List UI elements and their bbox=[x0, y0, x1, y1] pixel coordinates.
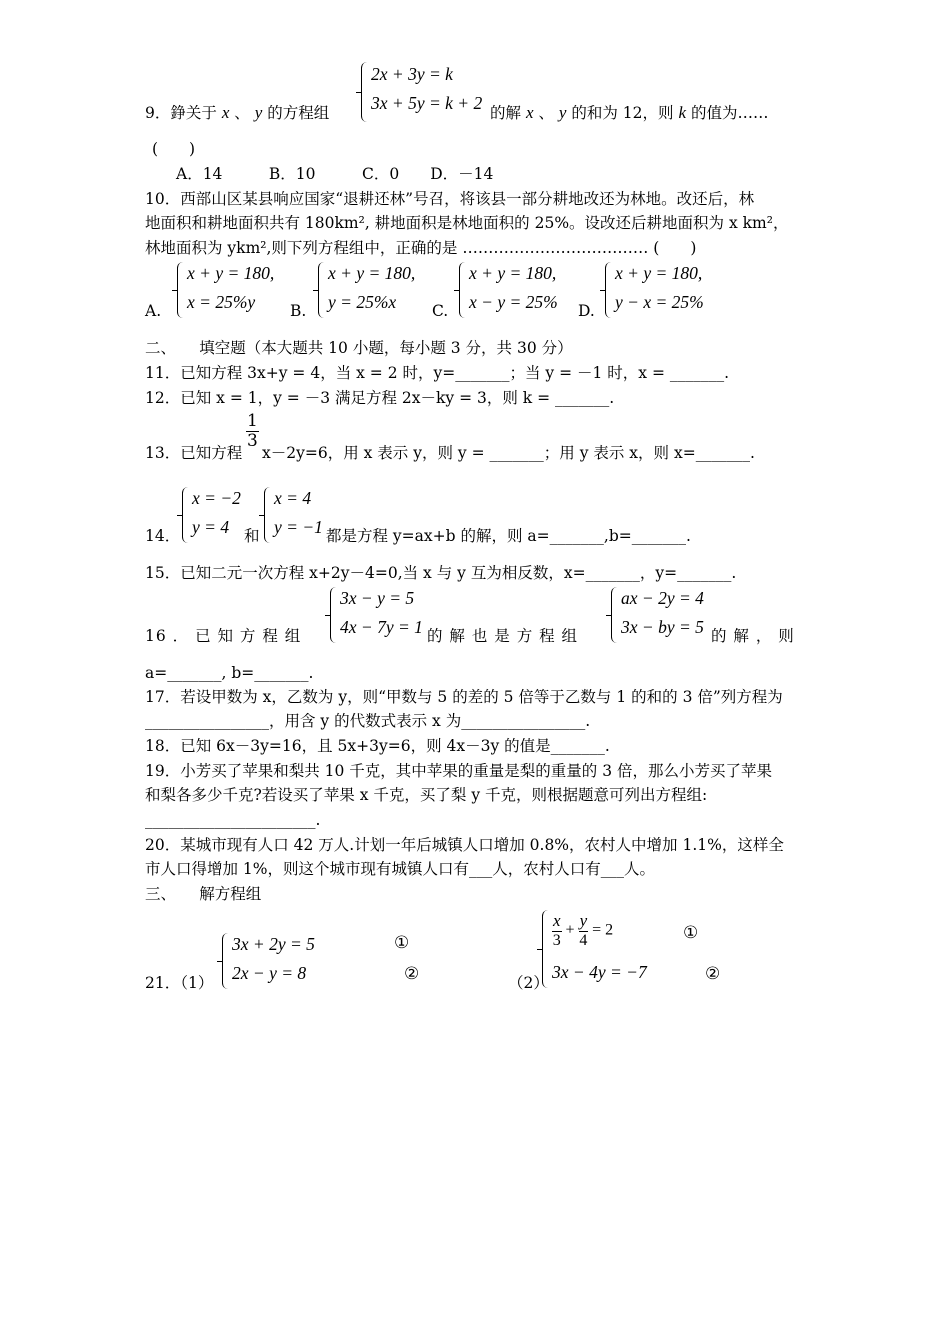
q10-option-a bbox=[177, 262, 287, 318]
q21-e2b: 3x − 4y = −7 bbox=[552, 962, 647, 982]
section-3-heading: 三、 解方程组 bbox=[145, 885, 262, 903]
fraction bbox=[579, 912, 589, 949]
brace bbox=[542, 910, 551, 988]
q10-option-c bbox=[459, 262, 574, 318]
q21-e1a: 3x + 2y = 5 bbox=[232, 934, 315, 954]
q16-system-1 bbox=[330, 587, 425, 643]
q9-k: k bbox=[678, 103, 687, 122]
q10-option-b bbox=[318, 262, 428, 318]
q10-c2: x − y = 25% bbox=[469, 292, 558, 312]
q10-d1: x + y = 180, bbox=[615, 263, 703, 283]
q10-d2: y − x = 25% bbox=[615, 292, 704, 312]
brace bbox=[182, 487, 191, 543]
q21-system-1 bbox=[222, 933, 332, 989]
section-2-heading: 二、 填空题（本大题共 10 小题，每小题 3 分，共 30 分） bbox=[145, 339, 573, 357]
q16-line2: a=_______, b=_______. bbox=[145, 664, 314, 682]
q14-s1b: y = 4 bbox=[192, 517, 230, 537]
brace bbox=[264, 487, 273, 543]
q21-fy: y bbox=[579, 911, 588, 930]
q13-rest: x－2y=6，用 x 表示 y，则 y = _______；用 y 表示 x，则 x=_______. bbox=[262, 444, 755, 462]
q16-system-2 bbox=[611, 587, 711, 643]
brace bbox=[459, 262, 468, 318]
brace bbox=[318, 262, 327, 318]
q21-circle-4: ② bbox=[705, 964, 721, 984]
q9-options: A．14 B．10 C．0 D．－14 bbox=[176, 165, 494, 183]
q16-s1a: 3x − y = 5 bbox=[340, 588, 415, 608]
q10-a1: x + y = 180, bbox=[187, 263, 275, 283]
q10-option-a-label: A. bbox=[145, 302, 162, 320]
fraction bbox=[246, 412, 259, 450]
q9-system bbox=[361, 62, 496, 122]
q21-plus: + bbox=[565, 921, 575, 939]
q9-y2: y bbox=[558, 103, 567, 122]
q14-s1a: x = −2 bbox=[192, 488, 241, 508]
q14-s2b: y = −1 bbox=[274, 517, 323, 537]
q18: 18．已知 6x－3y=16，且 5x+3y=6，则 4x－3y 的值是_______. bbox=[145, 737, 610, 755]
q10-option-c-label: C. bbox=[432, 302, 449, 320]
q9-y: y bbox=[254, 103, 263, 122]
q19-line2: 和梨各多少千克?若设买了苹果 x 千克，买了梨 y 千克，则根据题意可列出方程组: bbox=[145, 786, 708, 804]
q10-line2: 地面积和耕地面积共有 180km², 耕地面积是林地面积的 25%。设改还后耕地面积为 x km²， bbox=[145, 214, 789, 232]
q10-option-d bbox=[605, 262, 720, 318]
q21-f3: 3 bbox=[552, 931, 561, 949]
q11: 11．已知方程 3x+y = 4，当 x = 2 时，y=_______；当 y = －1 时，x = _______. bbox=[145, 364, 730, 382]
q14-and: 和 bbox=[244, 527, 260, 545]
q16-s2b: 3x − by = 5 bbox=[621, 617, 704, 637]
q13-numerator: 1 bbox=[247, 411, 258, 431]
q10-a2: x = 25%y bbox=[187, 292, 256, 312]
q9-prefix: 9．錚关于 bbox=[145, 104, 217, 122]
q9-mid: 的方程组 bbox=[267, 104, 330, 122]
q10-c1: x + y = 180, bbox=[469, 263, 557, 283]
q13-fraction bbox=[246, 412, 260, 460]
q9-tail: 的值为…… bbox=[690, 104, 769, 122]
q10-line3: 林地面积为 ykm²,则下列方程组中，正确的是 ……………………………… ( ) bbox=[145, 239, 697, 257]
q9-sep: 、 bbox=[234, 104, 250, 122]
q10-option-d-label: D. bbox=[578, 302, 595, 320]
q16-tail: 的 解 ， 则 bbox=[711, 627, 795, 645]
q9-line-end bbox=[490, 103, 768, 123]
q10-option-b-label: B. bbox=[290, 302, 307, 320]
q9-x: x bbox=[221, 103, 230, 122]
q14-s2a: x = 4 bbox=[274, 488, 312, 508]
q9-sep2: 、 bbox=[538, 104, 554, 122]
q17-line1: 17．若设甲数为 x，乙数为 y，则“甲数与 5 的差的 5 倍等于乙数与 1 的和的 3 倍”列方程为 bbox=[145, 688, 783, 706]
q12: 12．已知 x = 1，y = －3 满足方程 2x－ky = 3，则 k = _______. bbox=[145, 389, 615, 407]
q9-x2: x bbox=[525, 103, 534, 122]
q21-circle-2: ② bbox=[404, 964, 420, 984]
q16-s2a: ax − 2y = 4 bbox=[621, 588, 704, 608]
q10-line1: 10．西部山区某县响应国家“退耕还林”号召，将该县一部分耕地改还为林地。改还后，林 bbox=[145, 190, 755, 208]
q17-line2: ________________，用含 y 的代数式表示 x 为________________. bbox=[145, 712, 591, 730]
q21-fx: x bbox=[553, 911, 561, 930]
q14-prefix: 14． bbox=[145, 527, 181, 545]
q9-eq2: 3x + 5y = k + 2 bbox=[371, 93, 483, 113]
q10-b1: x + y = 180, bbox=[328, 263, 416, 283]
q21-eq2val: = 2 bbox=[592, 921, 614, 939]
q20-line1: 20．某城市现有人口 42 万人.计划一年后城镇人口增加 0.8%，农村人中增加 1.1%，这样全 bbox=[145, 836, 784, 854]
fraction bbox=[552, 912, 562, 949]
q21-label-2: （2） bbox=[508, 974, 549, 992]
q16-mid: 的 解 也 是 方 程 组 bbox=[427, 627, 579, 645]
q9-sum: 的和为 12，则 bbox=[571, 104, 674, 122]
q14-system-1 bbox=[182, 487, 244, 543]
q21-label-1: 21．（1） bbox=[145, 974, 214, 992]
q21-circle-1: ① bbox=[394, 933, 410, 953]
q20-line2: 市人口得增加 1%，则这个城市现有城镇人口有___人，农村人口有___人。 bbox=[145, 860, 656, 878]
q19-line1: 19．小芳买了苹果和梨共 10 千克，其中苹果的重量是梨的重量的 3 倍，那么小芳买了苹果 bbox=[145, 762, 773, 780]
q16-prefix: 16 ． 已 知 方 程 组 bbox=[145, 627, 302, 645]
q16-s1b: 4x − 7y = 1 bbox=[340, 617, 423, 637]
q14-system-2 bbox=[264, 487, 326, 543]
q9-line bbox=[145, 103, 329, 123]
brace bbox=[611, 587, 620, 643]
q21-e2a bbox=[552, 912, 613, 949]
q14-rest: 都是方程 y=ax+b 的解，则 a=_______,b=_______. bbox=[326, 527, 691, 545]
q15: 15．已知二元一次方程 x+2y－4=0,当 x 与 y 互为相反数，x=_______，y=_______. bbox=[145, 564, 737, 582]
q21-system-2 bbox=[542, 910, 672, 988]
q13-denominator: 3 bbox=[247, 430, 258, 451]
q19-line3: ______________________. bbox=[145, 811, 321, 829]
q9-paren: ( ) bbox=[152, 140, 196, 158]
brace bbox=[330, 587, 339, 643]
q13-prefix: 13．已知方程 bbox=[145, 444, 243, 462]
brace bbox=[222, 933, 231, 989]
brace bbox=[605, 262, 614, 318]
brace bbox=[361, 62, 370, 122]
q9-eq1: 2x + 3y = k bbox=[371, 64, 453, 84]
q9-after: 的解 bbox=[490, 104, 522, 122]
brace bbox=[177, 262, 186, 318]
q10-b2: y = 25%x bbox=[328, 292, 397, 312]
q21-circle-3: ① bbox=[683, 923, 699, 943]
q21-f4: 4 bbox=[579, 931, 588, 949]
q21-e1b: 2x − y = 8 bbox=[232, 963, 307, 983]
